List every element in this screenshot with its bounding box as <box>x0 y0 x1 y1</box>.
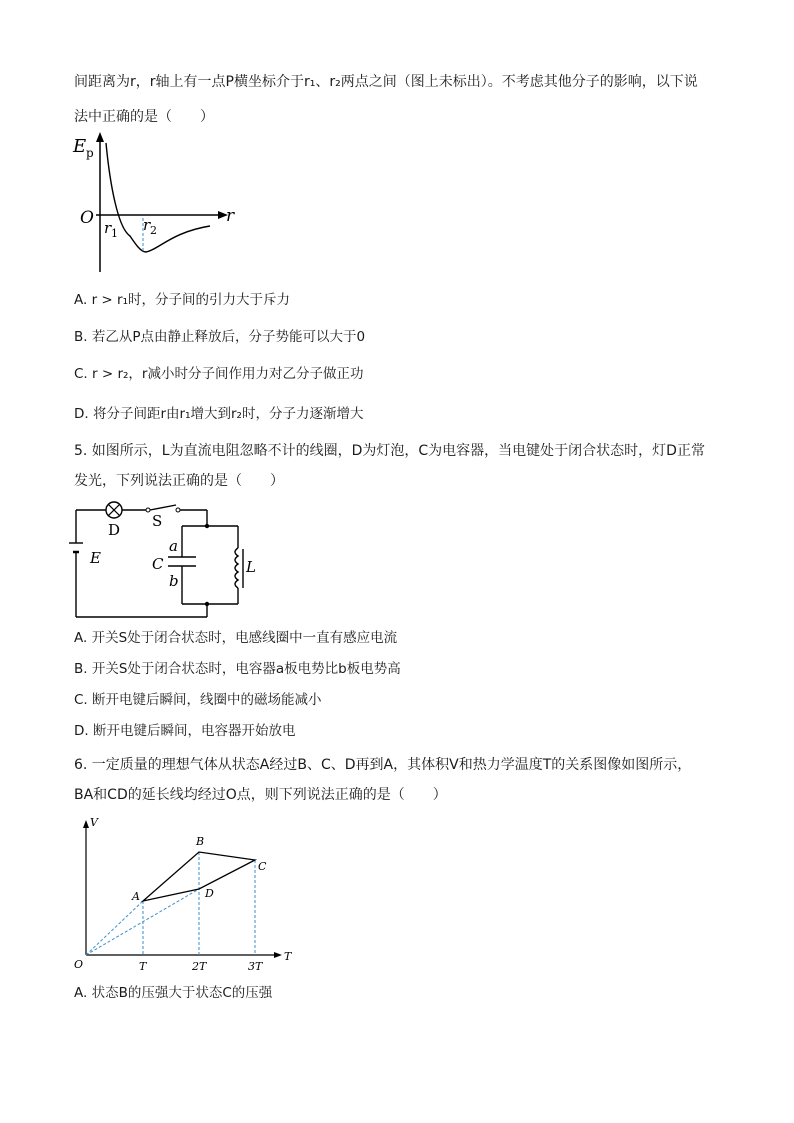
q4-x-axis-label: r <box>226 206 235 226</box>
q4-option-d: D. 将分子间距r由r₁增大到r₂时，分子力逐渐增大 <box>74 406 364 422</box>
q6-point-c: C <box>258 860 267 873</box>
q4-r2-subscript: 2 <box>150 224 157 237</box>
q6-option-a: A. 状态B的压强大于状态C的压强 <box>74 985 273 1001</box>
q4-option-b: B. 若乙从P点由静止释放后，分子势能可以大于0 <box>74 329 366 345</box>
capacitor-label: C <box>152 555 164 573</box>
plate-a-label: a <box>169 537 178 555</box>
q4-stem-line1: 间距离为r，r轴上有一点P横坐标介于r₁、r₂两点之间（图上未标出）。不考虑其他分子的影响，以下说 <box>74 74 698 90</box>
q6-t-label: T <box>284 950 292 963</box>
q6-v-label: V <box>90 816 98 829</box>
q6-ba-extension <box>86 901 143 955</box>
lamp-label: D <box>108 521 121 539</box>
q6-stem-line2: BA和CD的延长线均经过O点，则下列说法正确的是（ ） <box>74 787 447 803</box>
q5-option-a: A. 开关S处于闭合状态时，电感线圈中一直有感应电流 <box>74 630 398 646</box>
q6-t-axis-arrow <box>274 952 282 958</box>
plate-b-label: b <box>169 572 179 590</box>
q5-option-b: B. 开关S处于闭合状态时，电容器a板电势比b板电势高 <box>74 661 401 677</box>
q6-stem-line1: 6. 一定质量的理想气体从状态A经过B、C、D再到A，其体积V和热力学温度T的关系图像如图所示， <box>74 757 692 773</box>
q5-stem-line1: 5. 如图所示，L为直流电阻忽略不计的线圈，D为灯泡，C为电容器，当电键处于闭合状态时，灯D正常 <box>74 443 705 459</box>
q6-tick-3t: 3T <box>248 960 263 973</box>
switch-label: S <box>152 512 163 530</box>
q6-v-axis-arrow <box>83 820 89 828</box>
q5-option-c: C. 断开电键后瞬间，线圈中的磁场能减小 <box>74 692 322 708</box>
q4-r1-subscript: 1 <box>111 227 118 240</box>
q6-point-b: B <box>196 835 205 848</box>
q6-point-a: A <box>132 890 140 903</box>
q6-point-d: D <box>205 887 214 900</box>
q4-option-a: A. r > r₁时，分子间的引力大于斥力 <box>74 292 290 308</box>
q4-option-c: C. r > r₂，r减小时分子间作用力对乙分子做正功 <box>74 366 364 382</box>
q5-stem-line2: 发光，下列说法正确的是（ ） <box>74 473 284 489</box>
q5-option-d: D. 断开电键后瞬间，电容器开始放电 <box>74 723 296 739</box>
battery-label: E <box>90 549 101 567</box>
inductor-label: L <box>246 558 256 576</box>
q4-r2-label: r <box>143 216 151 234</box>
q6-tick-2t: 2T <box>192 960 207 973</box>
q4-stem-line2: 法中正确的是（ ） <box>74 109 214 125</box>
q4-ep-subscript: p <box>86 146 94 160</box>
q4-ep-label: E <box>73 136 87 157</box>
q4-origin-label: O <box>80 208 94 228</box>
q4-r1-label: r <box>104 219 112 237</box>
q6-origin-label: O <box>74 958 84 971</box>
q6-tick-t: T <box>139 960 147 973</box>
